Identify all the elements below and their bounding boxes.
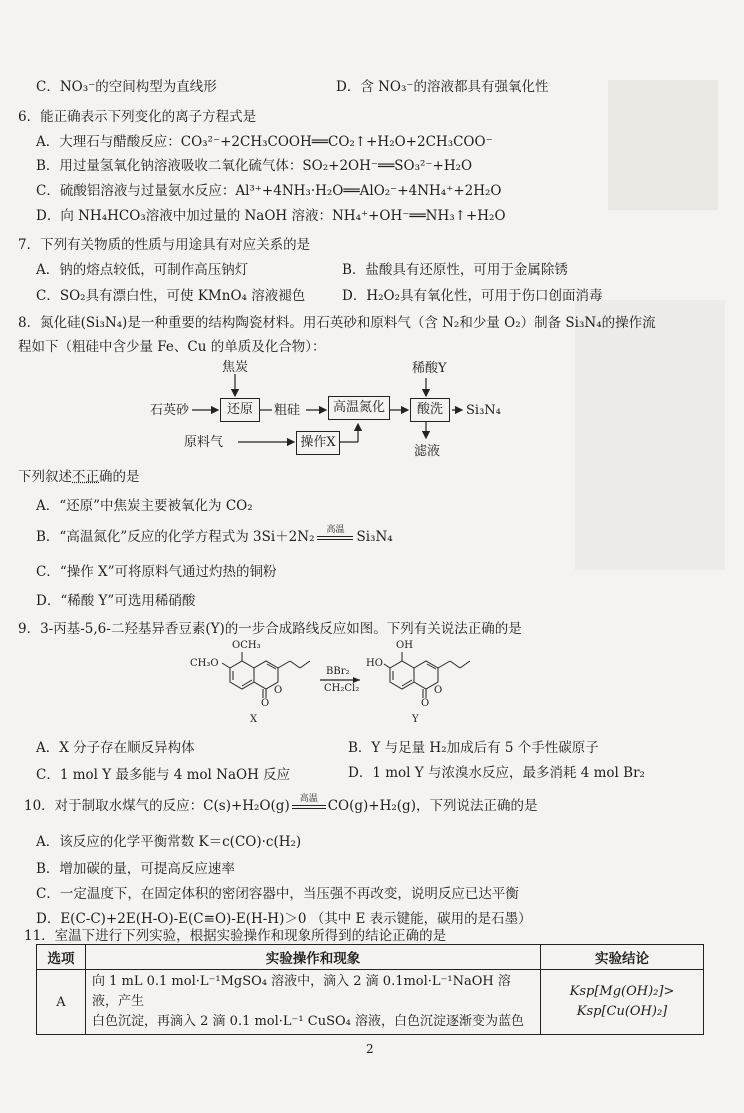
label-y: Y	[412, 714, 419, 725]
flow-acid-wash-box: 酸洗	[410, 398, 450, 422]
page-number: 2	[366, 1042, 374, 1056]
q8-stem-line1: 8．氮化硅(Si₃N₄)是一种重要的结构陶瓷材料。用石英砂和原料气（含 N₂和少量 O₂）制备 Si₃N₄的操作流	[18, 315, 656, 331]
q8-option-b: B．“高温氮化”反应的化学方程式为 3Si＋2N₂ 高温 Si₃N₄	[36, 525, 393, 545]
q9-stem: 9．3-丙基-5,6-二羟基异香豆素(Y)的一步合成路线反应如图。下列有关说法正确的是	[18, 621, 522, 637]
x-ring-oxygen: O	[274, 685, 283, 696]
q10-option-d: D．E(C-C)+2E(H-O)-E(C≡O)-E(H-H)＞0 （其中 E 表示键能，碳用的是石墨）	[36, 911, 532, 927]
flow-product-label: Si₃N₄	[466, 403, 501, 418]
q7-stem: 7．下列有关物质的性质与用途具有对应关系的是	[18, 237, 311, 253]
header-conclusion: 实验结论	[541, 945, 704, 970]
label-x: X	[250, 714, 258, 725]
x-methoxy-left: CH₃O	[190, 658, 219, 669]
y-ring-oxygen: O	[434, 685, 443, 696]
q7-option-a: A．钠的熔点较低，可制作高压钠灯	[36, 262, 249, 278]
table-row	[37, 970, 704, 1035]
reagent-top: BBr₂	[326, 666, 350, 677]
flow-coke-label: 焦炭	[222, 360, 249, 375]
q8-option-d: D．“稀酸 Y”可选用稀硝酸	[36, 593, 196, 609]
experiment-table	[36, 944, 704, 1035]
header-option: 选项	[37, 945, 86, 970]
q9-option-a: A．X 分子存在顺反异构体	[36, 740, 195, 756]
flow-op-x-box: 操作X	[296, 431, 340, 455]
q7-option-c: C．SO₂具有漂白性，可使 KMnO₄ 溶液褪色	[36, 288, 306, 304]
emphasis-not: 不正	[72, 469, 99, 485]
flow-acid-y-label: 稀酸Y	[412, 361, 447, 376]
flow-filtrate-label: 滤液	[414, 444, 441, 459]
q5-option-c: C．NO₃⁻的空间构型为直线形	[36, 79, 217, 95]
y-carbonyl-oxygen: O	[421, 698, 430, 709]
row-conclusion: Ksp[Mg(OH)₂]> Ksp[Cu(OH)₂]	[541, 970, 704, 1035]
q10-stem: 10．对于制取水煤气的反应：C(s)+H₂O(g) 高温 CO(g)+H₂(g)，下列说法正确的是	[24, 794, 538, 814]
reaction-condition-arrow: 高温	[317, 536, 353, 546]
q9-option-b: B．Y 与足量 H₂加成后有 5 个手性碳原子	[348, 740, 599, 756]
x-carbonyl-oxygen: O	[261, 698, 270, 709]
flow-reduce-box: 还原	[220, 398, 260, 422]
bleed-through-region	[575, 300, 725, 570]
q8-option-a: A．“还原”中焦炭主要被氧化为 CO₂	[36, 498, 253, 514]
q6-option-d: D．向 NH₄HCO₃溶液中加过量的 NaOH 溶液：NH₄⁺+OH⁻══NH₃↑+H₂O	[36, 208, 506, 224]
flow-crude-si-label: 粗硅	[274, 403, 301, 418]
process-flow-chart	[150, 360, 500, 465]
q7-option-b: B．盐酸具有还原性，可用于金属除锈	[342, 262, 568, 278]
q6-option-c: C．硫酸铝溶液与过量氨水反应：Al³⁺+4NH₃·H₂O══AlO₂⁻+4NH₄⁺+2H₂O	[36, 183, 502, 199]
q8-stem-line2: 程如下（粗硅中含少量 Fe、Cu 的单质及化合物）：	[18, 339, 326, 355]
table-header-row	[37, 945, 704, 970]
q10-option-b: B．增加碳的量，可提高反应速率	[36, 861, 235, 877]
q10-option-a: A．该反应的化学平衡常数 K＝c(CO)·c(H₂)	[36, 834, 302, 850]
y-hydroxy-top: OH	[396, 640, 413, 651]
q11-stem: 11．室温下进行下列实验，根据实验操作和现象所得到的结论正确的是	[24, 928, 447, 944]
q9-option-c: C．1 mol Y 最多能与 4 mol NaOH 反应	[36, 767, 291, 783]
reagent-bottom: CH₂Cl₂	[324, 683, 360, 694]
q10-condition-arrow: 高温	[292, 805, 326, 815]
q5-option-d: D．含 NO₃⁻的溶液都具有强氧化性	[336, 79, 549, 95]
q6-option-a: A．大理石与醋酸反应：CO₃²⁻+2CH₃COOH══CO₂↑+H₂O+2CH₃COO⁻	[36, 134, 493, 150]
y-hydroxy-left: HO	[366, 658, 383, 669]
bleed-through-table	[608, 80, 718, 210]
q7-option-d: D．H₂O₂具有氧化性，可用于伤口创面消毒	[342, 288, 603, 304]
q8-ask: 下列叙述不正确的是	[18, 469, 140, 485]
q6-option-b: B．用过量氢氧化钠溶液吸收二氧化硫气体：SO₂+2OH⁻══SO₃²⁻+H₂O	[36, 158, 473, 174]
flow-quartz-label: 石英砂	[150, 403, 190, 418]
header-operation: 实验操作和现象	[86, 945, 541, 970]
reaction-scheme	[190, 640, 510, 730]
flow-nitride-box: 高温氮化	[328, 396, 390, 420]
x-methoxy-top: OCH₃	[232, 640, 261, 651]
q10-option-c: C．一定温度下，在固定体积的密闭容器中，当压强不再改变，说明反应已达平衡	[36, 886, 519, 902]
row-operation: 向 1 mL 0.1 mol·L⁻¹MgSO₄ 溶液中，滴入 2 滴 0.1mol·L⁻¹NaOH 溶液，产生 白色沉淀，再滴入 2 滴 0.1 mol·L⁻¹ CuSO₄ 溶液，白色沉淀逐渐变为蓝色	[86, 970, 541, 1035]
q9-option-d: D．1 mol Y 与浓溴水反应，最多消耗 4 mol Br₂	[348, 765, 645, 781]
q6-stem: 6．能正确表示下列变化的离子方程式是	[18, 109, 257, 125]
row-option: A	[37, 970, 86, 1035]
q8-option-c: C．“操作 X”可将原料气通过灼热的铜粉	[36, 564, 277, 580]
flow-feed-gas-label: 原料气	[184, 435, 224, 450]
